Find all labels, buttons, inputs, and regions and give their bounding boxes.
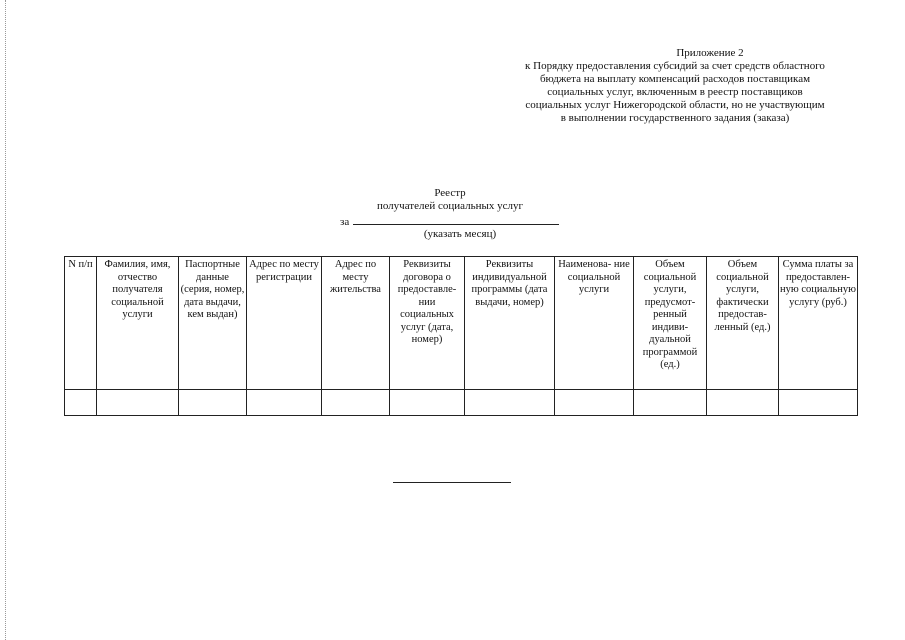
column-header-full-name: Фамилия, имя, отчество получателя социальной услуги: [97, 257, 179, 390]
column-header-passport: Паспортные данные (серия, номер, дата выдачи, кем выдан): [179, 257, 247, 390]
table-cell[interactable]: [390, 390, 465, 416]
table-row: [65, 390, 858, 416]
appendix-line: бюджета на выплату компенсаций расходов поставщикам: [539, 73, 811, 85]
table-cell[interactable]: [322, 390, 390, 416]
table-header-row: [65, 257, 858, 390]
register-table: [64, 256, 858, 416]
table-cell[interactable]: [179, 390, 247, 416]
column-header-fee-amount: Сумма платы за предоставлен- ную социальную услугу (руб.): [779, 257, 858, 390]
signature-rule: [393, 482, 511, 483]
appendix-line: к Порядку предоставления субсидий за счет средств областного: [525, 60, 825, 72]
table-cell[interactable]: [707, 390, 779, 416]
column-header-contract-details: Реквизиты договора о предоставле- нии социальных услуг (дата, номер): [390, 257, 465, 390]
period-prefix: за: [340, 216, 350, 228]
table-cell[interactable]: [247, 390, 322, 416]
period-hint: (указать месяц): [423, 228, 497, 240]
appendix-header: [505, 47, 845, 125]
register-heading: [330, 187, 570, 213]
column-header-number: N п/п: [65, 257, 97, 390]
appendix-line: социальных услуг Нижегородской области, но не участвующим: [525, 99, 825, 111]
appendix-number: Приложение 2: [676, 47, 744, 59]
period-blank-line: [353, 214, 559, 225]
appendix-line: социальных услуг, включенным в реестр поставщиков: [547, 86, 803, 98]
column-header-actual-volume: Объем социальной услуги, фактически предостав- ленный (ед.): [707, 257, 779, 390]
table-cell[interactable]: [465, 390, 555, 416]
appendix-line: в выполнении государственного задания (заказа): [560, 112, 790, 124]
table-cell[interactable]: [97, 390, 179, 416]
table-cell[interactable]: [779, 390, 858, 416]
column-header-planned-volume: Объем социальной услуги, предусмот- ренный индиви- дуальной программой (ед.): [634, 257, 707, 390]
register-title: Реестр: [434, 187, 466, 199]
table-cell[interactable]: [65, 390, 97, 416]
table-cell[interactable]: [634, 390, 707, 416]
column-header-program-details: Реквизиты индивидуальной программы (дата выдачи, номер): [465, 257, 555, 390]
register-subtitle: получателей социальных услуг: [376, 200, 524, 212]
column-header-residence-address: Адрес по месту жительства: [322, 257, 390, 390]
scan-edge: [0, 0, 6, 640]
column-header-service-name: Наименова- ние социальной услуги: [555, 257, 634, 390]
column-header-registration-address: Адрес по месту регистрации: [247, 257, 322, 390]
period-line: [340, 214, 559, 229]
table-cell[interactable]: [555, 390, 634, 416]
